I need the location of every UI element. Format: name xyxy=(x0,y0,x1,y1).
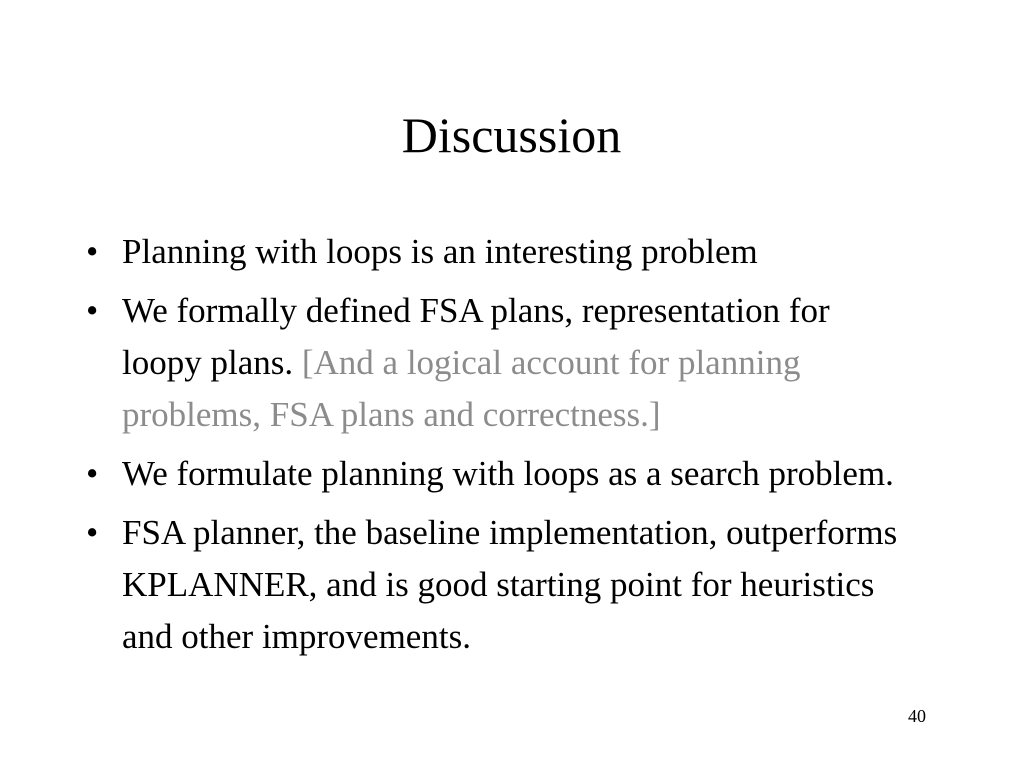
bullet-muted-text: [And a logical account for planning problems, FSA plans and correctness.] xyxy=(122,343,801,434)
bullet-list xyxy=(84,226,914,670)
bullet-item xyxy=(84,226,914,278)
bullet-item xyxy=(84,448,914,500)
bullet-item xyxy=(84,507,914,663)
page-number: 40 xyxy=(908,706,926,726)
bullet-marker: • xyxy=(86,232,99,271)
bullet-text: We formally defined FSA plans, representation for loopy plans. xyxy=(122,291,830,382)
bullet-marker: • xyxy=(86,454,99,493)
bullet-marker: • xyxy=(86,513,99,552)
bullet-marker: • xyxy=(86,291,99,330)
bullet-text: Planning with loops is an interesting problem xyxy=(122,232,758,271)
bullet-item xyxy=(84,285,914,441)
slide-title: Discussion xyxy=(401,107,622,163)
bullet-text: FSA planner, the baseline implementation, outperforms KPLANNER, and is good starting point for heuristics and other improvements. xyxy=(122,513,898,656)
bullet-text: We formulate planning with loops as a search problem. xyxy=(122,454,894,493)
